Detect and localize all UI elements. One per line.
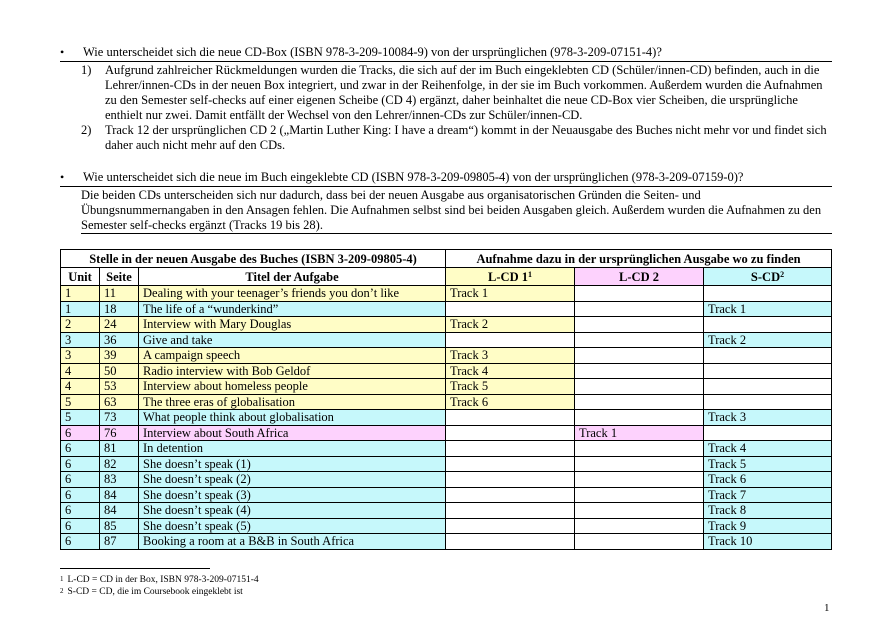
cell-unit: 5 — [61, 410, 100, 426]
cell-titel: Radio interview with Bob Geldof — [139, 363, 446, 379]
cell-titel: In detention — [139, 441, 446, 457]
cell-seite: 36 — [100, 332, 139, 348]
cell-lcd2 — [575, 410, 704, 426]
question-2-answer: Die beiden CDs unterscheiden sich nur dadurch, dass bei der neuen Ausgabe aus organisatorischen Gründen die Seiten- und Übungsnummernangaben in den Ansagen fehlen. Die Aufnahmen selbst sind bei beiden Ausgaben gleich. Außerdem wurden die Aufnahmen zu den Semester self-checks ergänzt (Tracks 19 bis 28). — [81, 187, 832, 234]
scd-label: S-CD — [750, 269, 781, 284]
cell-unit: 6 — [61, 456, 100, 472]
table-body — [61, 286, 832, 550]
cell-seite: 76 — [100, 425, 139, 441]
cell-unit: 5 — [61, 394, 100, 410]
tracks-table — [60, 249, 832, 550]
cell-unit: 6 — [61, 441, 100, 457]
cell-lcd2: Track 1 — [575, 425, 704, 441]
footnote-ref-2: 2 — [780, 269, 785, 279]
col-header-lcd1 — [446, 268, 575, 286]
cell-lcd1 — [446, 487, 575, 503]
cell-lcd1 — [446, 472, 575, 488]
cell-titel: Interview about South Africa — [139, 425, 446, 441]
cell-lcd1 — [446, 332, 575, 348]
cell-lcd2 — [575, 348, 704, 364]
cell-unit: 1 — [61, 301, 100, 317]
cell-lcd2 — [575, 472, 704, 488]
cell-seite: 87 — [100, 534, 139, 550]
lcd1-label: L-CD 1 — [488, 269, 528, 284]
cell-titel: Dealing with your teenager’s friends you don’t like — [139, 286, 446, 302]
table-row — [61, 301, 832, 317]
cell-seite: 63 — [100, 394, 139, 410]
col-header-scd — [704, 268, 832, 286]
answer-text: Aufgrund zahlreicher Rückmeldungen wurden die Tracks, die sich auf der im Buch eingeklebten CD (Schüler/innen-CD) befinden, auch in die Lehrer/innen-CDs in der neuen Box integriert, und zwar in der Reihenfolge, in der sie im Buch vorkommen. Außerdem wurden die Aufnahmen zu den Semester self-checks auf einer eigenen Scheibe (CD 4) ergänzt, daher beinhaltet die neue CD-Box vier Scheiben, die ursprüngliche enthielt nur zwei. Damit entfällt der Wechsel von den Lehrer/innen-CDs zur Schüler/innen-CD. — [105, 63, 823, 122]
cell-lcd2 — [575, 363, 704, 379]
cell-unit: 6 — [61, 487, 100, 503]
cell-lcd2 — [575, 487, 704, 503]
cell-lcd2 — [575, 317, 704, 333]
bullet-2: • — [60, 170, 65, 184]
cell-seite: 84 — [100, 503, 139, 519]
cell-scd: Track 4 — [704, 441, 832, 457]
cell-titel: A campaign speech — [139, 348, 446, 364]
cell-seite: 82 — [100, 456, 139, 472]
table-row — [61, 363, 832, 379]
footnote-text: L-CD = CD in der Box, ISBN 978-3-209-07151-4 — [67, 575, 259, 585]
cell-unit: 6 — [61, 518, 100, 534]
answer-item — [81, 123, 832, 153]
cell-scd — [704, 348, 832, 364]
answer-number: 1) — [81, 63, 92, 77]
cell-unit: 6 — [61, 534, 100, 550]
cell-lcd2 — [575, 518, 704, 534]
answer-text: Track 12 der ursprünglichen CD 2 („Martin Luther King: I have a dream“) kommt in der Neuausgabe des Buches nicht mehr vor und findet sich daher auch nicht mehr auf den CDs. — [105, 123, 827, 152]
cell-lcd2 — [575, 286, 704, 302]
cell-seite: 24 — [100, 317, 139, 333]
table-row — [61, 503, 832, 519]
table-row — [61, 394, 832, 410]
footnote-2 — [60, 586, 243, 598]
cell-scd: Track 5 — [704, 456, 832, 472]
cell-titel: Interview about homeless people — [139, 379, 446, 395]
cell-titel: She doesn’t speak (3) — [139, 487, 446, 503]
table-row — [61, 518, 832, 534]
cell-lcd1 — [446, 456, 575, 472]
table-group-header — [61, 250, 832, 268]
cell-lcd2 — [575, 301, 704, 317]
footnote-mark: 1 — [60, 575, 64, 583]
cell-lcd1: Track 4 — [446, 363, 575, 379]
table-column-header — [61, 268, 832, 286]
cell-lcd1 — [446, 301, 575, 317]
table-row — [61, 487, 832, 503]
cell-lcd2 — [575, 332, 704, 348]
cell-unit: 1 — [61, 286, 100, 302]
cell-lcd1: Track 3 — [446, 348, 575, 364]
cell-scd — [704, 286, 832, 302]
cell-scd: Track 8 — [704, 503, 832, 519]
cell-lcd1: Track 1 — [446, 286, 575, 302]
table-row — [61, 379, 832, 395]
cell-seite: 53 — [100, 379, 139, 395]
cell-lcd1 — [446, 410, 575, 426]
cell-scd: Track 1 — [704, 301, 832, 317]
cell-lcd2 — [575, 394, 704, 410]
cell-titel: Interview with Mary Douglas — [139, 317, 446, 333]
cell-seite: 73 — [100, 410, 139, 426]
cell-seite: 83 — [100, 472, 139, 488]
cell-unit: 2 — [61, 317, 100, 333]
cell-unit: 6 — [61, 425, 100, 441]
cell-lcd2 — [575, 534, 704, 550]
cell-lcd1 — [446, 425, 575, 441]
cell-unit: 4 — [61, 379, 100, 395]
cell-unit: 3 — [61, 332, 100, 348]
cell-lcd1: Track 5 — [446, 379, 575, 395]
cell-scd: Track 10 — [704, 534, 832, 550]
cell-lcd1 — [446, 441, 575, 457]
footnote-mark: 2 — [60, 587, 64, 595]
footnote-text: S-CD = CD, die im Coursebook eingeklebt ist — [67, 587, 243, 597]
footnote-ref-1: 1 — [527, 269, 532, 279]
table-row — [61, 456, 832, 472]
cell-titel: What people think about globalisation — [139, 410, 446, 426]
cell-titel: Booking a room at a B&B in South Africa — [139, 534, 446, 550]
cell-scd — [704, 394, 832, 410]
cell-unit: 6 — [61, 503, 100, 519]
cell-lcd2 — [575, 379, 704, 395]
group-header-left: Stelle in der neuen Ausgabe des Buches (ISBN 3-209-09805-4) — [61, 250, 446, 268]
cell-titel: The three eras of globalisation — [139, 394, 446, 410]
cell-scd: Track 9 — [704, 518, 832, 534]
question-1-text: Wie unterscheidet sich die neue CD-Box (ISBN 978-3-209-10084-9) von der ursprünglichen (978-3-209-07151-4)? — [83, 45, 662, 59]
table-row — [61, 317, 832, 333]
cell-seite: 39 — [100, 348, 139, 364]
cell-scd — [704, 317, 832, 333]
col-header-unit: Unit — [61, 268, 100, 286]
question-1-answers — [81, 62, 832, 153]
col-header-lcd2: L-CD 2 — [575, 268, 704, 286]
cell-scd: Track 3 — [704, 410, 832, 426]
cell-unit: 3 — [61, 348, 100, 364]
cell-scd — [704, 425, 832, 441]
cell-scd — [704, 363, 832, 379]
answer-item — [81, 63, 832, 123]
cell-unit: 4 — [61, 363, 100, 379]
cell-seite: 50 — [100, 363, 139, 379]
table-row — [61, 425, 832, 441]
cell-seite: 85 — [100, 518, 139, 534]
cell-lcd1: Track 6 — [446, 394, 575, 410]
cell-titel: She doesn’t speak (4) — [139, 503, 446, 519]
cell-seite: 18 — [100, 301, 139, 317]
question-1 — [60, 45, 832, 62]
cell-lcd1 — [446, 534, 575, 550]
question-2 — [60, 170, 832, 187]
page-number: 1 — [824, 602, 830, 614]
table-row — [61, 332, 832, 348]
cell-seite: 81 — [100, 441, 139, 457]
question-2-block — [60, 170, 832, 234]
cell-seite: 11 — [100, 286, 139, 302]
cell-seite: 84 — [100, 487, 139, 503]
cell-lcd1 — [446, 503, 575, 519]
cell-lcd2 — [575, 456, 704, 472]
cell-titel: Give and take — [139, 332, 446, 348]
cell-lcd2 — [575, 503, 704, 519]
table-row — [61, 410, 832, 426]
question-1-block — [60, 45, 832, 153]
table-row — [61, 534, 832, 550]
footnote-separator — [60, 568, 210, 569]
footnote-1 — [60, 574, 259, 586]
table-row — [61, 286, 832, 302]
cell-scd: Track 6 — [704, 472, 832, 488]
cell-titel: The life of a “wunderkind” — [139, 301, 446, 317]
cell-scd — [704, 379, 832, 395]
cell-titel: She doesn’t speak (2) — [139, 472, 446, 488]
question-2-text: Wie unterscheidet sich die neue im Buch eingeklebte CD (ISBN 978-3-209-09805-4) von der ursprünglichen (978-3-209-07159-0)? — [83, 170, 744, 184]
answer-number: 2) — [81, 123, 92, 137]
table-row — [61, 348, 832, 364]
cell-scd: Track 7 — [704, 487, 832, 503]
table-row — [61, 441, 832, 457]
bullet-1: • — [60, 45, 65, 59]
col-header-titel: Titel der Aufgabe — [139, 268, 446, 286]
table-row — [61, 472, 832, 488]
cell-lcd2 — [575, 441, 704, 457]
cell-scd: Track 2 — [704, 332, 832, 348]
cell-titel: She doesn’t speak (5) — [139, 518, 446, 534]
cell-lcd1 — [446, 518, 575, 534]
cell-unit: 6 — [61, 472, 100, 488]
col-header-seite: Seite — [100, 268, 139, 286]
cell-titel: She doesn’t speak (1) — [139, 456, 446, 472]
group-header-right: Aufnahme dazu in der ursprünglichen Ausgabe wo zu finden — [446, 250, 832, 268]
cell-lcd1: Track 2 — [446, 317, 575, 333]
